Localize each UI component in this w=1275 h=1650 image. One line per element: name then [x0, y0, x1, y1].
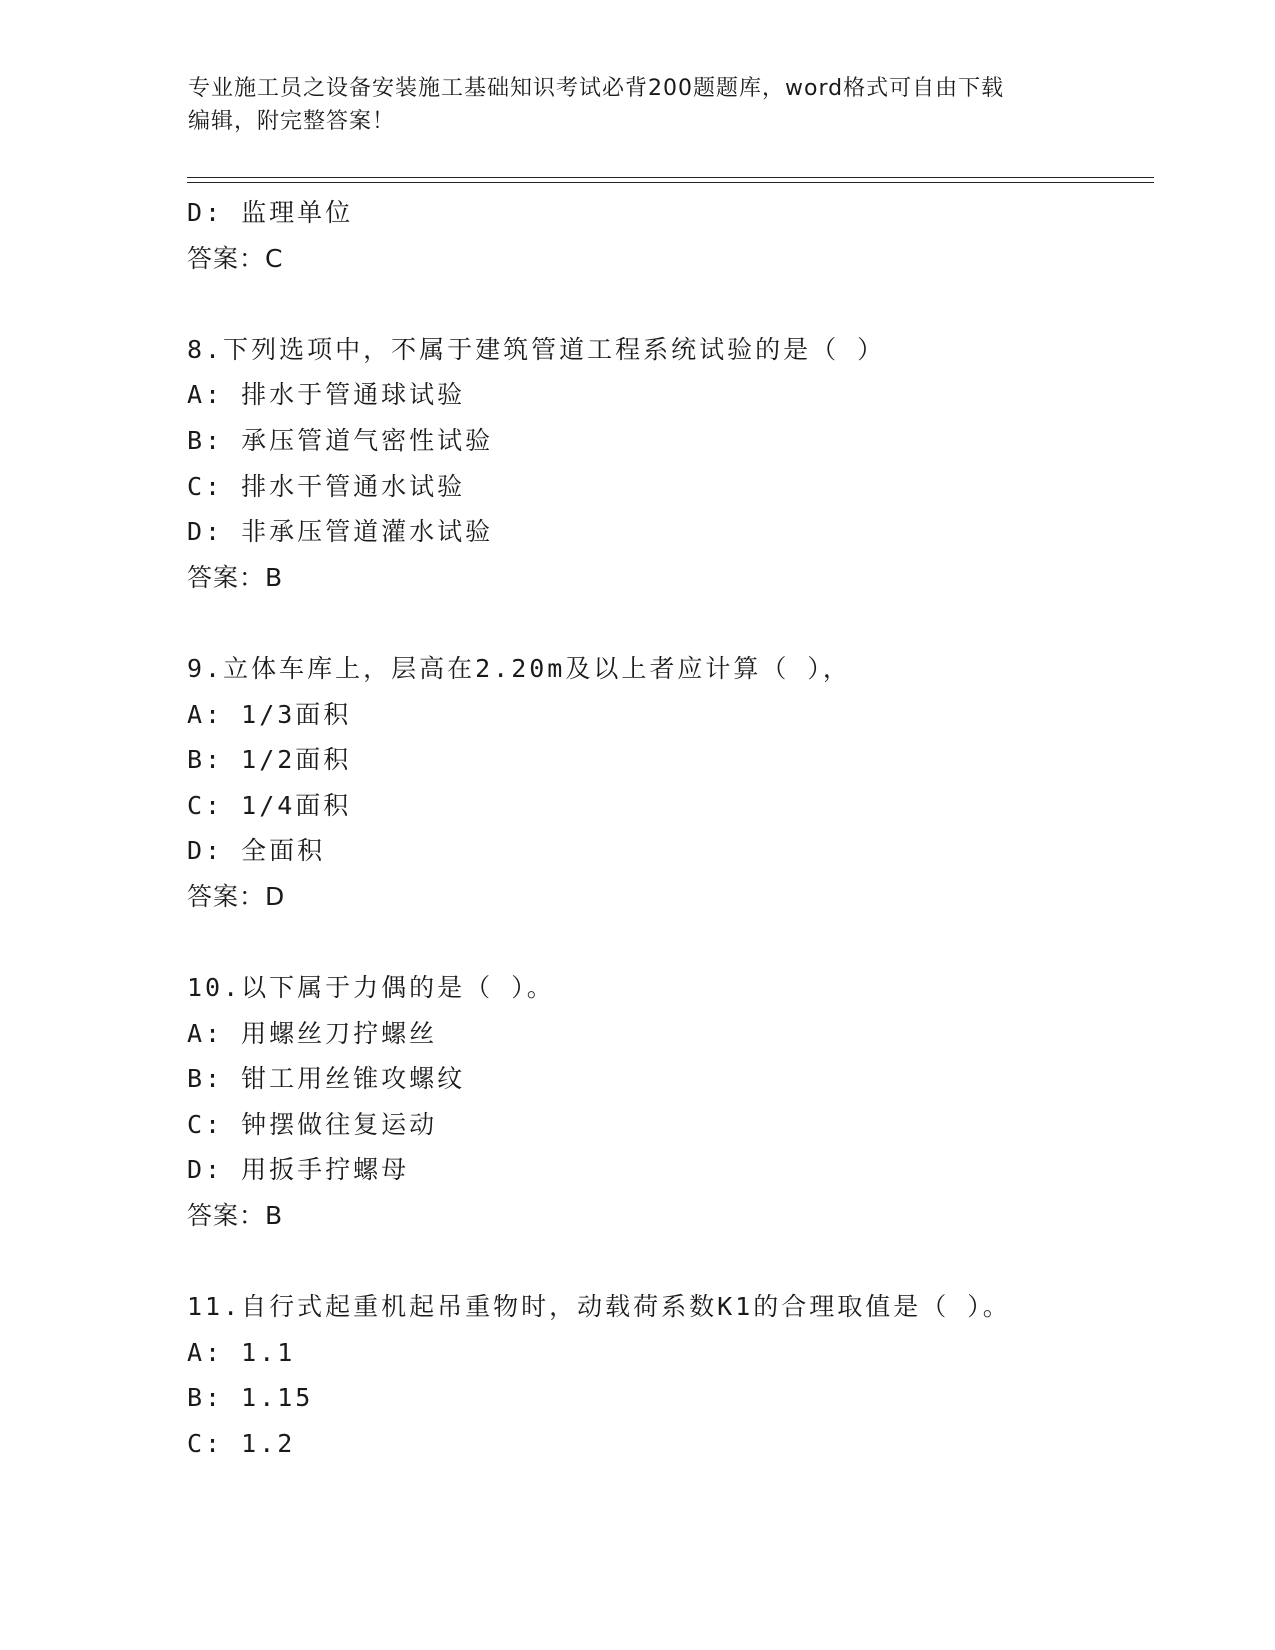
- option-c: C: 排水干管通水试验: [187, 471, 466, 501]
- option-a: A: 1.1: [187, 1337, 296, 1367]
- question-stem: 11.自行式起重机起吊重物时，动载荷系数K1的合理取值是（ ）。: [187, 1292, 1011, 1322]
- spacer: [187, 600, 1147, 646]
- question-stem: 9.立体车库上，层高在2.20m及以上者应计算（ ），: [187, 653, 851, 683]
- option-b: B: 承压管道气密性试验: [187, 425, 494, 455]
- option-b: B: 1/2面积: [187, 745, 352, 775]
- header-line-1: 专业施工员之设备安装施工基础知识考试必背200题题库，word格式可自由下载: [188, 76, 1005, 101]
- option-d: D: 用扳手拧螺母: [187, 1155, 410, 1185]
- question-list: [187, 190, 1147, 1467]
- answer-line: 答案：B: [187, 1201, 284, 1231]
- answer-line: 答案：D: [187, 881, 286, 911]
- option-c: C: 钟摆做往复运动: [187, 1109, 438, 1139]
- answer-line: 答案：B: [187, 562, 284, 592]
- option-d: D: 非承压管道灌水试验: [187, 517, 494, 547]
- question-stem: 10.以下属于力偶的是（ ）。: [187, 973, 555, 1003]
- spacer: [187, 920, 1147, 966]
- header-divider-bottom: [187, 182, 1154, 183]
- header-line-2: 编辑，附完整答案！: [188, 109, 396, 134]
- question-stem: 8.下列选项中，不属于建筑管道工程系统试验的是（ ）: [187, 334, 886, 364]
- option-d: D: 监理单位: [187, 198, 354, 227]
- option-b: B: 钳工用丝锥攻螺纹: [187, 1064, 466, 1094]
- option-d: D: 全面积: [187, 836, 326, 866]
- spacer: [187, 281, 1147, 327]
- option-a: A: 用螺丝刀拧螺丝: [187, 1018, 438, 1048]
- answer-line: 答案：C: [187, 243, 284, 273]
- option-b: B: 1.15: [187, 1383, 314, 1413]
- option-a: A: 1/3面积: [187, 699, 352, 729]
- document-header: [188, 72, 1088, 138]
- header-divider-top: [187, 177, 1154, 178]
- spacer: [187, 1239, 1147, 1285]
- option-c: C: 1.2: [187, 1429, 296, 1459]
- option-c: C: 1/4面积: [187, 790, 352, 820]
- option-a: A: 排水于管通球试验: [187, 380, 466, 410]
